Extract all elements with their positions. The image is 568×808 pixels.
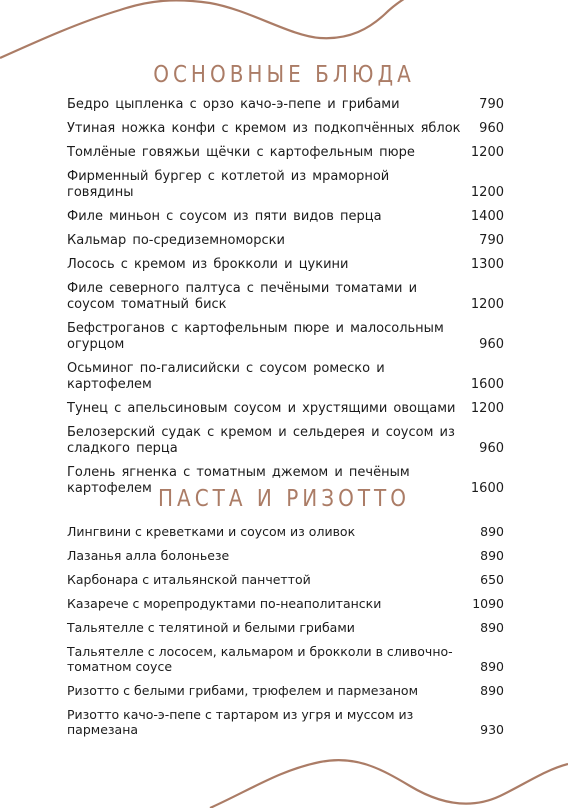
menu-item-name: Бедро цыпленка с орзо качо-э-пепе и грибами xyxy=(67,97,400,112)
menu-item xyxy=(67,209,504,225)
menu-item-price: 1300 xyxy=(470,257,504,272)
menu-item-price: 960 xyxy=(479,121,504,136)
menu-item-price: 1090 xyxy=(472,596,504,611)
menu-item-price: 790 xyxy=(479,97,504,112)
menu-item xyxy=(67,121,504,137)
menu-item-name: Тальятелле с лососем, кальмаром и брокколи в сливочно-томатном соусе xyxy=(67,644,453,674)
menu-item xyxy=(67,524,504,539)
menu-item xyxy=(67,281,504,313)
section-title-pasta-risotto: ПАСТА И РИЗОТТО xyxy=(157,484,411,512)
menu-item-price: 890 xyxy=(480,524,504,539)
menu-item-price: 1600 xyxy=(470,481,504,496)
menu-item-price: 960 xyxy=(479,441,504,456)
menu-item-name: Белозерский судак с кремом и сельдерея и соусом из сладкого перца xyxy=(67,425,455,456)
menu-item xyxy=(67,401,504,417)
menu-item-price: 1200 xyxy=(470,401,504,416)
menu-item-price: 960 xyxy=(479,337,504,352)
menu-item xyxy=(67,361,504,393)
menu-item-price: 1200 xyxy=(470,185,504,200)
menu-item-price: 1200 xyxy=(470,145,504,160)
menu-item xyxy=(67,97,504,113)
menu-item-name: Фирменный бургер с котлетой из мраморной говядины xyxy=(67,169,390,200)
menu-item-price: 1400 xyxy=(470,209,504,224)
menu-item xyxy=(67,257,504,273)
menu-item-name: Карбонара с итальянской панчеттой xyxy=(67,572,311,587)
menu-item-name: Утиная ножка конфи с кремом из подкопчённых яблок xyxy=(67,121,461,136)
menu-item-price: 790 xyxy=(479,233,504,248)
menu-item-name: Ризотто с белыми грибами, трюфелем и пармезаном xyxy=(67,683,419,698)
menu-item xyxy=(67,233,504,249)
menu-item xyxy=(67,425,504,457)
menu-item xyxy=(67,548,504,563)
menu-item-name: Филе миньон с соусом из пяти видов перца xyxy=(67,209,382,224)
menu-item-name: Лазанья алла болоньезе xyxy=(67,548,230,563)
menu-item-name: Осьминог по-галисийски с соусом ромеско и картофелем xyxy=(67,361,385,392)
menu-item-name: Тунец с апельсиновым соусом и хрустящими овощами xyxy=(67,401,456,416)
menu-item xyxy=(67,321,504,353)
menu-item-price: 930 xyxy=(480,722,504,737)
menu-item xyxy=(67,620,504,635)
menu-item-name: Лингвини с креветками и соусом из оливок xyxy=(67,524,356,539)
menu-item xyxy=(67,644,504,674)
top-wave-line xyxy=(0,0,412,58)
menu-item-name: Филе северного палтуса с печёными томатами и соусом томатный биск xyxy=(67,281,418,312)
menu-item-name: Кальмар по-средиземноморски xyxy=(67,233,285,248)
menu-item xyxy=(67,572,504,587)
menu-item-name: Казарече с морепродуктами по-неаполитански xyxy=(67,596,382,611)
menu-item-price: 890 xyxy=(480,548,504,563)
menu-item-name: Томлёные говяжьи щёчки с картофельным пюре xyxy=(67,145,415,160)
menu-item-name: Лосось с кремом из брокколи и цукини xyxy=(67,257,349,272)
menu-item-name: Ризотто качо-э-пепе с тартаром из угря и муссом из пармезана xyxy=(67,707,414,737)
menu-item-price: 890 xyxy=(480,683,504,698)
menu-item xyxy=(67,683,504,698)
menu-item-price: 890 xyxy=(480,620,504,635)
menu-item-price: 890 xyxy=(480,659,504,674)
menu-item-price: 650 xyxy=(480,572,504,587)
menu-item-name: Бефстроганов с картофельным пюре и малосольным огурцом xyxy=(67,321,444,352)
bottom-wave-line xyxy=(210,760,568,808)
menu-item xyxy=(67,169,504,201)
menu-list-pasta-risotto xyxy=(67,524,504,746)
menu-list-main-dishes xyxy=(67,97,504,505)
menu-item xyxy=(67,596,504,611)
menu-item-name: Тальятелле с телятиной и белыми грибами xyxy=(67,620,355,635)
menu-item-price: 1600 xyxy=(470,377,504,392)
menu-item-price: 1200 xyxy=(470,297,504,312)
menu-item xyxy=(67,707,504,737)
menu-item-name: Голень ягненка с томатным джемом и печёным картофелем xyxy=(67,465,410,496)
menu-item xyxy=(67,145,504,161)
section-title-main-dishes: ОСНОВНЫЕ БЛЮДА xyxy=(153,60,415,88)
